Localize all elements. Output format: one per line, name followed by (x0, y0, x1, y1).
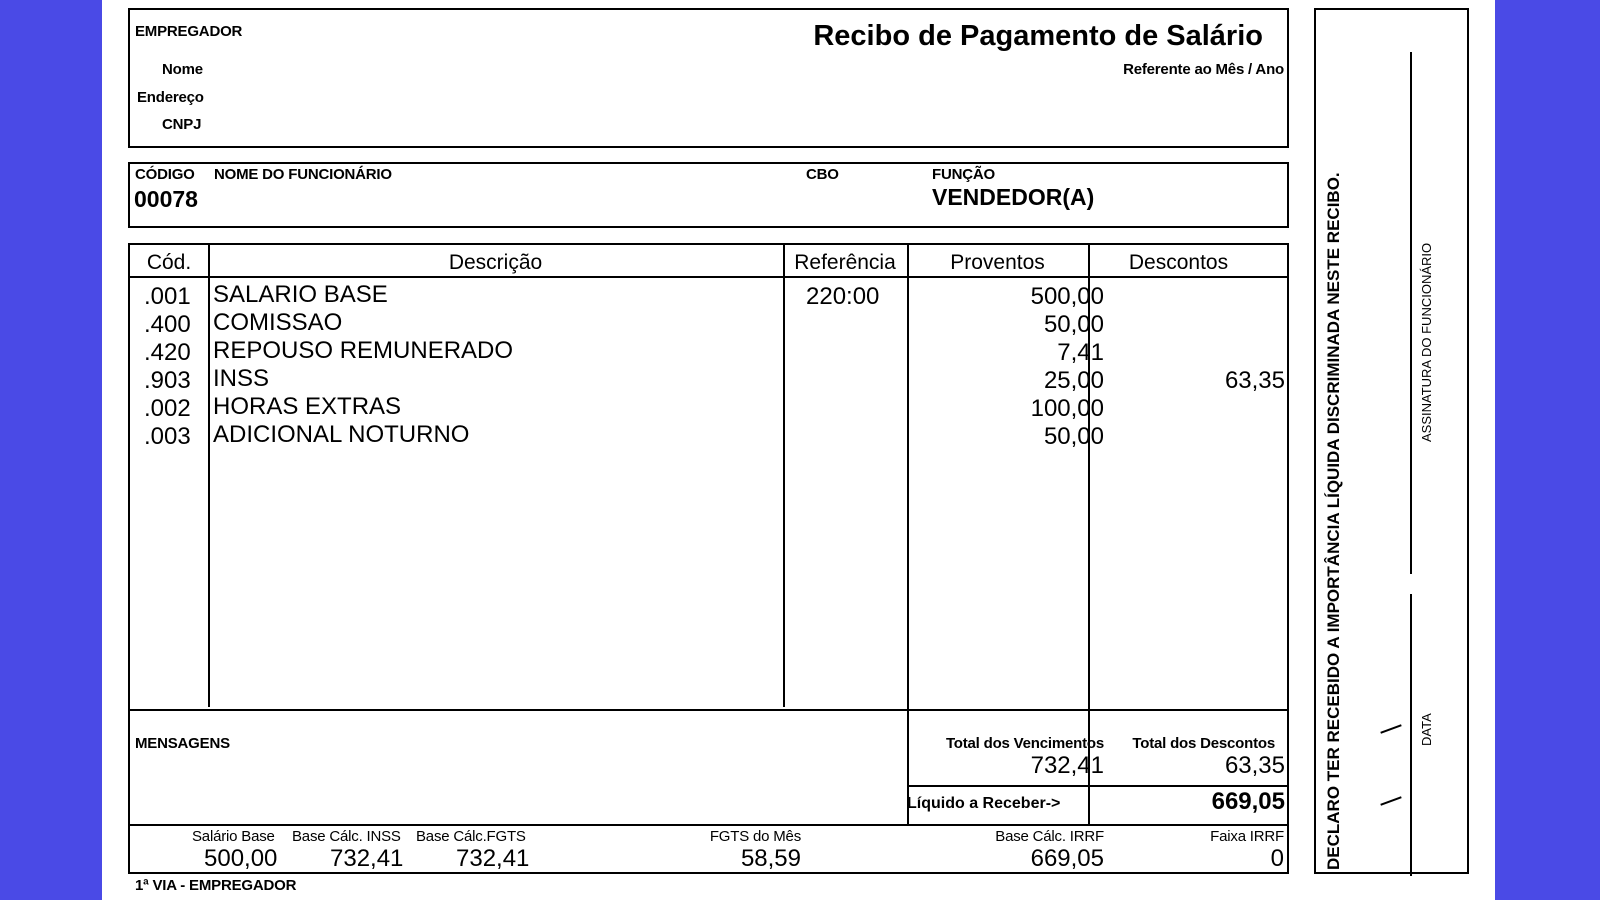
bases-box (128, 824, 1289, 874)
row-description: INSS (213, 365, 270, 392)
page-title: Recibo de Pagamento de Salário (813, 20, 1263, 52)
row-code: .003 (144, 423, 191, 450)
receipt-paper (102, 0, 1495, 900)
signature-box (1314, 8, 1469, 874)
employee-code-label: CÓDIGO (135, 166, 195, 183)
items-box (128, 243, 1289, 826)
total-earnings-value: 732,41 (1030, 752, 1104, 779)
irrf-band-label: Faixa IRRF (1210, 828, 1284, 845)
header-description: Descrição (448, 251, 543, 274)
total-deductions-label: Total dos Descontos (1132, 735, 1275, 752)
signature-line (1410, 52, 1412, 574)
employee-box (128, 162, 1289, 228)
date-label: DATA (1419, 713, 1434, 746)
header-reference: Referência (794, 251, 896, 274)
inss-base-value: 732,41 (330, 845, 404, 872)
row-earnings: 7,41 (1057, 339, 1104, 366)
row-earnings: 500,00 (1030, 283, 1104, 310)
salary-base-value: 500,00 (204, 845, 278, 872)
net-label: Líquido a Receber-> (907, 795, 1061, 812)
net-value: 669,05 (1211, 788, 1285, 815)
row-earnings: 50,00 (1043, 423, 1104, 450)
row-code: .002 (144, 395, 191, 422)
date-slash (1380, 796, 1401, 805)
copy-label: 1ª VIA - EMPREGADOR (135, 877, 297, 894)
col-divider (208, 245, 210, 707)
irrf-base-label: Base Cálc. IRRF (995, 828, 1104, 845)
employer-section-label: EMPREGADOR (135, 23, 243, 40)
header-divider (130, 276, 1287, 278)
date-line (1410, 594, 1412, 876)
employee-cbo-label: CBO (806, 166, 839, 183)
employer-box (128, 8, 1289, 148)
employer-name-label: Nome (162, 61, 203, 78)
date-slash (1380, 724, 1401, 733)
row-earnings: 25,00 (1043, 367, 1104, 394)
irrf-base-value: 669,05 (1030, 845, 1104, 872)
fgts-base-label: Base Cálc.FGTS (416, 828, 526, 845)
total-earnings-label: Total dos Vencimentos (945, 735, 1104, 752)
row-earnings: 50,00 (1043, 311, 1104, 338)
col-divider (783, 245, 785, 707)
row-code: .903 (144, 367, 191, 394)
row-description: ADICIONAL NOTURNO (213, 421, 470, 448)
employee-name-label: NOME DO FUNCIONÁRIO (214, 166, 392, 183)
fgts-month-label: FGTS do Mês (709, 828, 801, 845)
header-earnings: Proventos (950, 251, 1045, 274)
row-description: HORAS EXTRAS (213, 393, 402, 420)
header-deductions: Descontos (1128, 251, 1229, 274)
messages-label: MENSAGENS (135, 735, 230, 752)
total-deductions-value: 63,35 (1224, 752, 1285, 779)
employee-code-value: 00078 (134, 186, 198, 212)
totals-divider (907, 785, 1287, 787)
row-code: .001 (144, 283, 191, 310)
row-earnings: 100,00 (1030, 395, 1104, 422)
items-divider (130, 709, 1287, 711)
row-deductions: 63,35 (1224, 367, 1285, 394)
row-code: .420 (144, 339, 191, 366)
declaration-text: DECLARO TER RECEBIDO A IMPORTÂNCIA LÍQUIDA DISCRIMINADA NESTE RECIBO. (1324, 172, 1343, 870)
period-label: Referente ao Mês / Ano (1123, 61, 1284, 78)
row-reference: 220:00 (806, 283, 880, 310)
employee-role-value: VENDEDOR(A) (932, 184, 1095, 210)
col-divider (907, 245, 909, 824)
inss-base-label: Base Cálc. INSS (292, 828, 401, 845)
header-code: Cód. (146, 251, 192, 274)
row-code: .400 (144, 311, 191, 338)
employer-address-label: Endereço (137, 89, 204, 106)
salary-base-label: Salário Base (192, 828, 275, 845)
fgts-month-value: 58,59 (740, 845, 801, 872)
employer-cnpj-label: CNPJ (162, 116, 202, 133)
employee-role-label: FUNÇÃO (932, 166, 995, 183)
row-description: SALARIO BASE (213, 281, 388, 308)
row-description: COMISSAO (213, 309, 343, 336)
signature-label: ASSINATURA DO FUNCIONÁRIO (1419, 242, 1434, 442)
irrf-band-value: 0 (1270, 845, 1284, 872)
row-description: REPOUSO REMUNERADO (213, 337, 514, 364)
fgts-base-value: 732,41 (456, 845, 530, 872)
